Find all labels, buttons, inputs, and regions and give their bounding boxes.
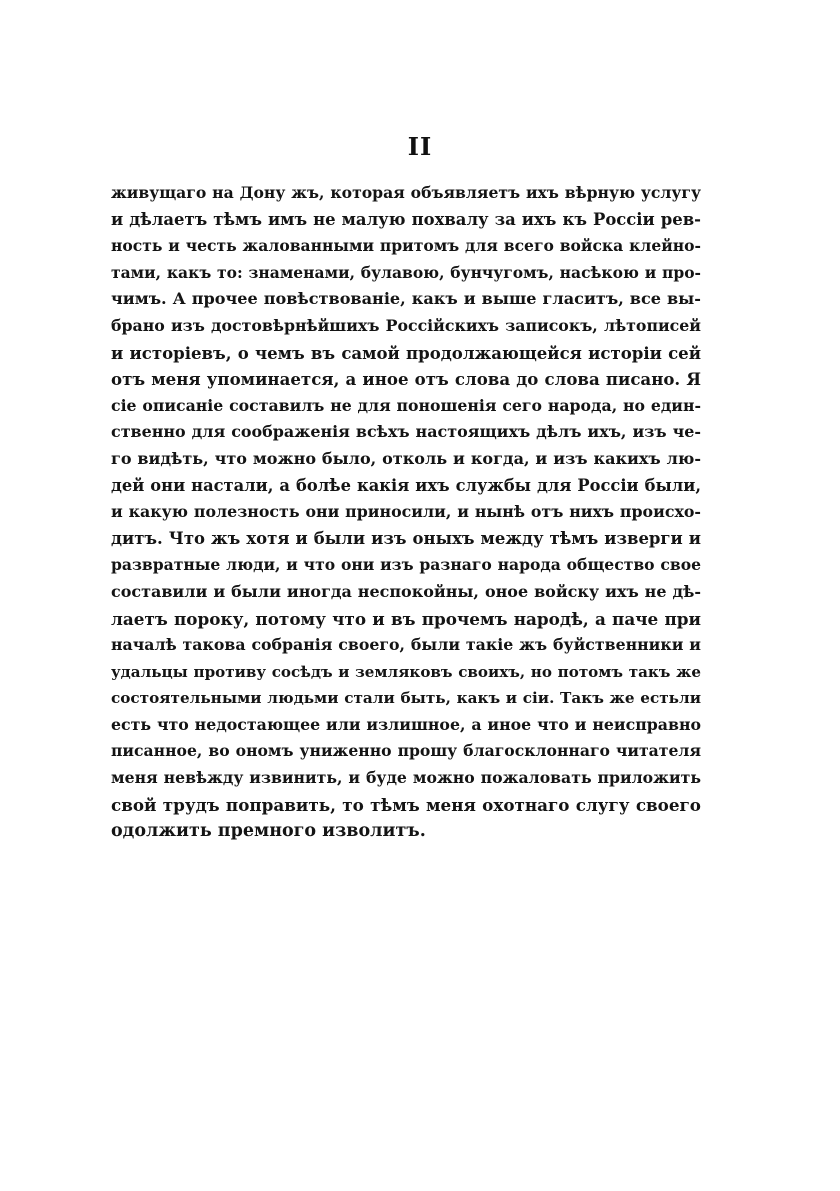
text-line: и исторіевъ, о чемъ въ самой продолжающейся исторіи сей	[111, 342, 701, 363]
text-line: чимъ. А прочее повѣствованіе, какъ и выше гласитъ, все вы-	[111, 289, 701, 309]
text-line: тами, какъ то: знаменами, булавою, бунчугомъ, насѣкою и про-	[111, 262, 701, 282]
body-text	[111, 180, 701, 845]
text-line: меня невѣжду извинить, и буде можно пожаловать приложить	[111, 768, 701, 788]
text-line: дей они настали, а болѣе какія ихъ службы для Россіи были,	[111, 475, 701, 495]
text-line: и дѣлаетъ тѣмъ имъ не малую похвалу за ихъ къ Россіи рев-	[111, 209, 701, 229]
text-line: сіе описаніе составилъ не для поношенія сего народа, но един-	[111, 395, 701, 415]
text-line: удальцы противу сосѣдъ и земляковъ своихъ, но потомъ такъ же	[111, 662, 701, 681]
text-line: ность и честь жалованными притомъ для всего войска клейно-	[111, 236, 701, 256]
text-line: лаетъ пороку, потому что и въ прочемъ народѣ, а паче при	[111, 608, 701, 629]
text-line: развратные люди, и что они изъ разнаго народа общество свое	[111, 555, 701, 575]
text-line: свой трудъ поправить, то тѣмъ меня охотнаго слугу своего	[111, 794, 701, 815]
text-line: одолжить премного изволитъ.	[111, 821, 426, 842]
page-number: II	[407, 132, 433, 161]
text-line: и какую полезность они приносили, и нынѣ отъ нихъ происхо-	[111, 502, 701, 522]
text-line: брано изъ достовѣрнѣйшихъ Россійскихъ записокъ, лѣтописей	[111, 315, 701, 335]
text-line: составили и были иногда неспокойны, оное войску ихъ не дѣ-	[111, 581, 701, 601]
text-line: живущаго на Дону жъ, которая объявляетъ ихъ вѣрную услугу	[111, 183, 701, 202]
text-line: дитъ. Что жъ хотя и были изъ оныхъ между тѣмъ изверги и	[111, 528, 701, 548]
text-line: ственно для соображенія всѣхъ настоящихъ дѣлъ ихъ, изъ че-	[111, 422, 701, 442]
text-line: писанное, во ономъ униженно прошу благосклоннаго читателя	[111, 741, 701, 761]
text-line: состоятельными людьми стали быть, какъ и сіи. Такъ же естьли	[111, 689, 701, 708]
text-line: отъ меня упоминается, а иное отъ слова до слова писано. Я	[111, 369, 701, 390]
text-line: началѣ такова собранія своего, были такіе жъ буйственники и	[111, 635, 701, 655]
text-line: есть что недостающее или излишное, а иное что и неисправно	[111, 714, 701, 734]
text-line: го видѣть, что можно было, отколь и когда, и изъ какихъ лю-	[111, 448, 701, 468]
